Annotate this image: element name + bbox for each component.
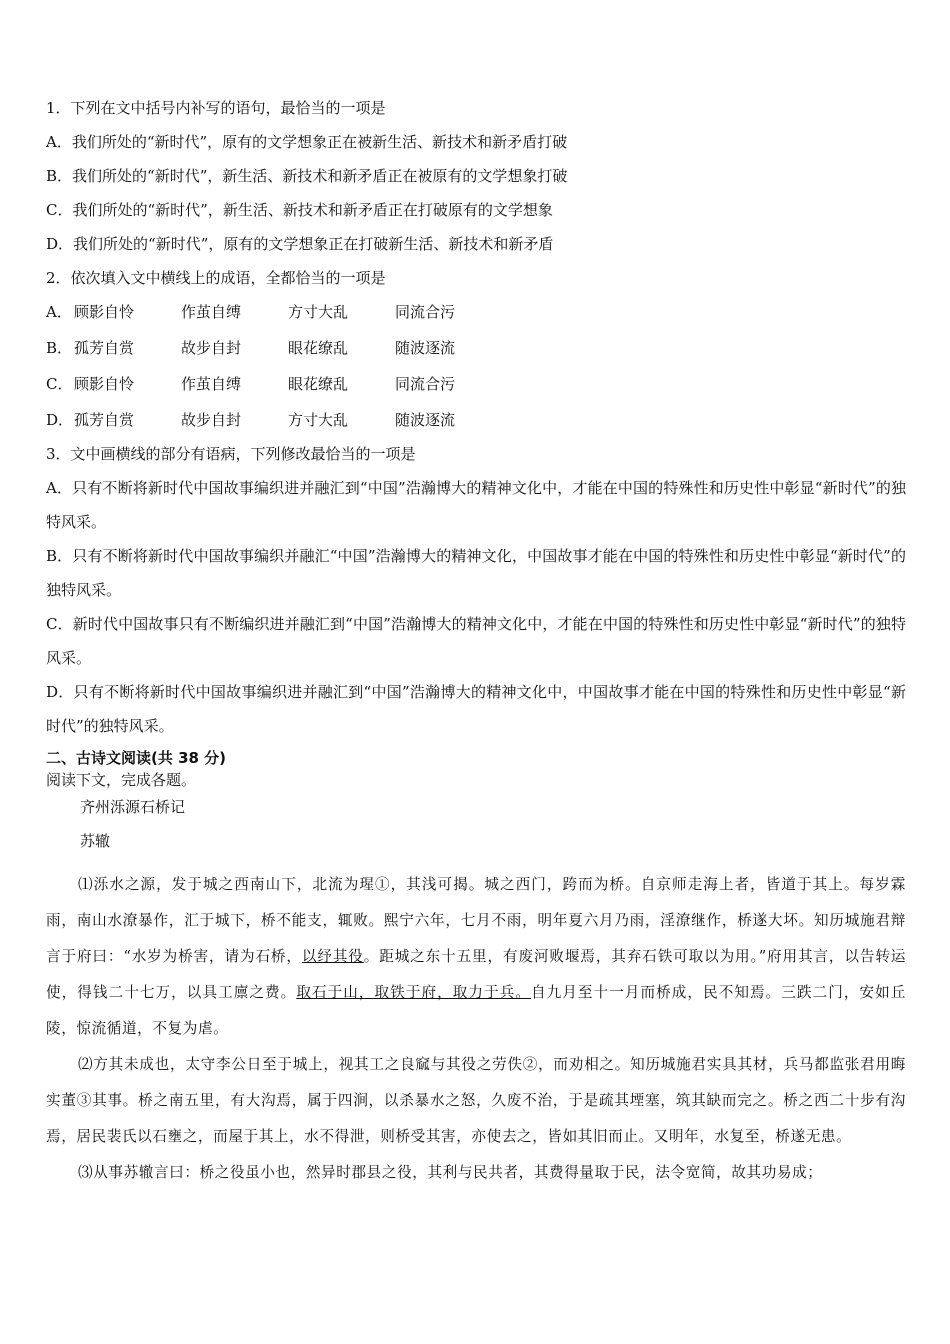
question-2-option-d: D．孤芳自赏 故步自封 方寸大乱 随波逐流 [46,411,456,429]
section-heading: 二、古诗文阅读(共 38 分) [46,749,227,767]
passage-paragraph-3: ⑶从事苏辙言曰：桥之役虽小也，然异时郡县之役，其利与民共者，其费得量取于民，法令宽简，故其功易成； [78,1164,823,1181]
question-2-option-b: B． 孤芳自赏 故步自封 眼花缭乱 随波逐流 [46,339,456,357]
passage-paragraph-2: ⑵方其未成也，太守李公日至于城上，视其工之良窳与其役之劳佚②，而劝相之。知历城施君实具其材，兵马都监张君用晦实董③其事。桥之南五里，有大沟焉，属于四涧，以杀暴水之怒，久废不治，于是疏其堙塞，筑其缺而完之。桥之西二十步有沟焉，居民裴氏以石壅之，而屋于其上，水不得泄，则桥受其害，亦使去之，皆如其旧而止。又明年，水复至，桥遂无患。 [46,1056,906,1145]
question-3-option-d: D．只有不断将新时代中国故事编织进并融汇到“中国”浩瀚博大的精神文化中，中国故事才能在中国的特殊性和历史性中彰显“新时代”的独特风采。 [46,683,906,735]
passage-title: 齐州泺源石桥记 [80,798,186,816]
question-3-option-b: B．只有不断将新时代中国故事编织并融汇“中国”浩瀚博大的精神文化，中国故事才能在中国的特殊性和历史性中彰显“新时代”的独特风采。 [46,547,906,599]
question-1-option-a: A．我们所处的“新时代”，原有的文学想象正在被新生活、新技术和新矛盾打破 [46,133,568,151]
question-1-option-c: C．我们所处的“新时代”，新生活、新技术和新矛盾正在打破原有的文学想象 [46,201,553,219]
question-1-option-d: D．我们所处的“新时代”，原有的文学想象正在打破新生活、新技术和新矛盾 [46,235,554,253]
question-1-stem: 1．下列在文中括号内补写的语句，最恰当的一项是 [46,99,386,117]
question-3-option-a: A．只有不断将新时代中国故事编织进并融汇到“中国”浩瀚博大的精神文化中，才能在中国的特殊性和历史性中彰显“新时代”的独特风采。 [46,479,906,531]
passage-author: 苏辙 [80,832,111,850]
question-3-stem: 3．文中画横线的部分有语病，下列修改最恰当的一项是 [46,445,416,463]
question-2-option-c: C． 顾影自怜 作茧自缚 眼花缭乱 同流合污 [46,375,456,393]
question-3-option-c: C．新时代中国故事只有不断编织进并融汇到“中国”浩瀚博大的精神文化中，才能在中国的特殊性和历史性中彰显“新时代”的独特风采。 [46,615,906,667]
passage-paragraph-1: ⑴泺水之源，发于城之西南山下，北流为瑆①，其浅可揭。城之西门，跨而为桥。自京师走海上者，皆道于其上。每岁霖雨，南山水潦暴作，汇于城下，桥不能支，辄败。熙宁六年，七月不雨，明年夏六月乃雨，淫潦继作，桥遂大坏。知历城施君辩言于府曰：“水岁为桥害，请为石桥，以纾其役。距城之东十五里，有废河败堰焉，其弃石铁可取以为用。”府用其言，以告转运使，得钱二十七万，以具工廪之费。取石于山，取铁于府，取力于兵。自九月至十一月而桥成，民不知焉。三跌二门，安如丘陵，惊流循道，不复为虐。 [46,876,906,1037]
section-instruction: 阅读下文，完成各题。 [46,771,197,789]
question-1-option-b: B．我们所处的“新时代”，新生活、新技术和新矛盾正在被原有的文学想象打破 [46,167,568,185]
underlined-phrase-2: 取石于山，取铁于府，取力于兵。 [296,984,531,1001]
question-2-stem: 2．依次填入文中横线上的成语，全都恰当的一项是 [46,269,386,287]
underlined-phrase-1: 以纾其役 [301,948,364,965]
question-2-option-a: A． 顾影自怜 作茧自缚 方寸大乱 同流合污 [46,303,456,321]
document-page [46,98,906,1191]
